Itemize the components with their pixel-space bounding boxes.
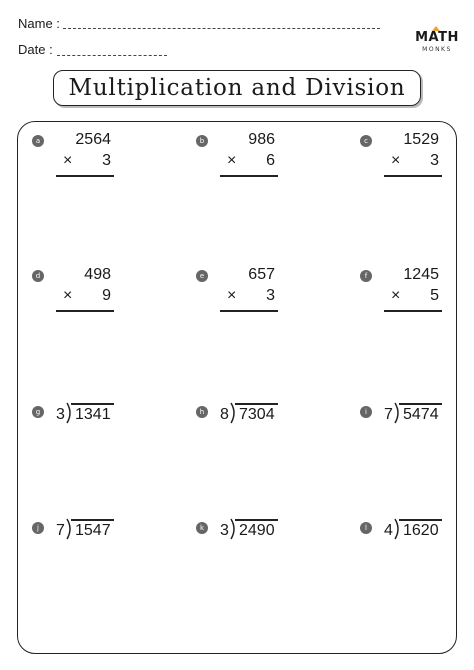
logo-main-text: MATH bbox=[415, 30, 459, 45]
answer-line bbox=[56, 310, 114, 312]
division-bar bbox=[71, 519, 114, 521]
long-division bbox=[220, 402, 290, 426]
multiplicand: 2564 bbox=[75, 131, 111, 148]
division-bracket-icon bbox=[229, 402, 239, 424]
problem-label-badge: f bbox=[360, 270, 372, 282]
multiplier: 3 bbox=[102, 152, 111, 169]
answer-line bbox=[220, 175, 278, 177]
multiply-operator: × bbox=[63, 287, 73, 304]
multiplicand: 657 bbox=[248, 266, 275, 283]
page-title: Multiplication and Division bbox=[68, 75, 406, 101]
logo-sub-text: MONKS bbox=[422, 46, 452, 53]
division-bar bbox=[399, 403, 442, 405]
problem-label-badge: c bbox=[360, 135, 372, 147]
problem-label-badge: e bbox=[196, 270, 208, 282]
divisor: 8 bbox=[220, 406, 229, 423]
divisor: 3 bbox=[56, 406, 65, 423]
multiplicand: 1529 bbox=[403, 131, 439, 148]
answer-line bbox=[384, 175, 442, 177]
answer-line bbox=[220, 310, 278, 312]
long-division bbox=[220, 518, 290, 542]
divisor: 7 bbox=[56, 522, 65, 539]
problem-label-badge: b bbox=[196, 135, 208, 147]
multiplicand: 1245 bbox=[403, 266, 439, 283]
dividend: 1341 bbox=[75, 406, 111, 423]
answer-line bbox=[56, 175, 114, 177]
multiply-operator: × bbox=[63, 152, 73, 169]
division-bracket-icon bbox=[393, 518, 403, 540]
dividend: 5474 bbox=[403, 406, 439, 423]
problem-label-badge: k bbox=[196, 522, 208, 534]
dividend: 2490 bbox=[239, 522, 275, 539]
date-label: Date : bbox=[18, 42, 53, 57]
long-division bbox=[384, 518, 454, 542]
divisor: 3 bbox=[220, 522, 229, 539]
division-bar bbox=[235, 519, 278, 521]
math-monks-logo bbox=[414, 30, 460, 53]
multiplicand: 498 bbox=[84, 266, 111, 283]
division-bracket-icon bbox=[65, 402, 75, 424]
multiplier: 3 bbox=[430, 152, 439, 169]
problem-label-badge: h bbox=[196, 406, 208, 418]
divisor: 4 bbox=[384, 522, 393, 539]
problem-label-badge: g bbox=[32, 406, 44, 418]
divisor: 7 bbox=[384, 406, 393, 423]
logo-accent-icon bbox=[432, 26, 440, 31]
problem-label-badge: d bbox=[32, 270, 44, 282]
multiplier: 3 bbox=[266, 287, 275, 304]
division-bar bbox=[399, 519, 442, 521]
multiply-operator: × bbox=[227, 287, 237, 304]
long-division bbox=[56, 518, 126, 542]
division-bracket-icon bbox=[65, 518, 75, 540]
multiply-operator: × bbox=[227, 152, 237, 169]
problems-panel bbox=[17, 121, 457, 654]
division-bar bbox=[71, 403, 114, 405]
dividend: 1547 bbox=[75, 522, 111, 539]
multiplier: 9 bbox=[102, 287, 111, 304]
name-field[interactable] bbox=[63, 28, 380, 29]
division-bracket-icon bbox=[393, 402, 403, 424]
problem-label-badge: l bbox=[360, 522, 372, 534]
date-field[interactable] bbox=[57, 55, 167, 56]
multiplicand: 986 bbox=[248, 131, 275, 148]
answer-line bbox=[384, 310, 442, 312]
problem-label-badge: a bbox=[32, 135, 44, 147]
problem-label-badge: i bbox=[360, 406, 372, 418]
multiply-operator: × bbox=[391, 152, 401, 169]
multiplier: 6 bbox=[266, 152, 275, 169]
division-bracket-icon bbox=[229, 518, 239, 540]
problem-label-badge: j bbox=[32, 522, 44, 534]
dividend: 7304 bbox=[239, 406, 275, 423]
multiply-operator: × bbox=[391, 287, 401, 304]
title-banner bbox=[53, 70, 421, 106]
name-label: Name : bbox=[18, 16, 60, 31]
division-bar bbox=[235, 403, 278, 405]
long-division bbox=[384, 402, 454, 426]
multiplier: 5 bbox=[430, 287, 439, 304]
dividend: 1620 bbox=[403, 522, 439, 539]
long-division bbox=[56, 402, 126, 426]
